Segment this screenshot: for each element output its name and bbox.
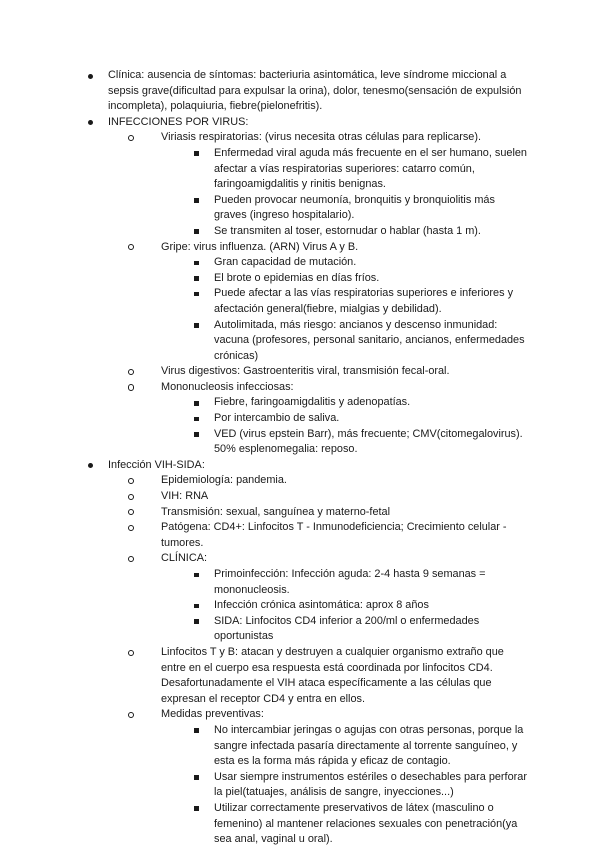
list-item <box>128 520 528 551</box>
list-item-text: Gripe: virus influenza. (ARN) Virus A y B. <box>161 240 359 253</box>
list-item <box>194 146 528 193</box>
list-item <box>128 364 528 380</box>
list-item <box>194 567 528 598</box>
list-item <box>128 551 528 645</box>
list-item <box>128 505 528 521</box>
list-item-text: Fiebre, faringoamigdalitis y adenopatías. <box>214 396 411 409</box>
list-item <box>194 411 528 427</box>
list-item-text: SIDA: Linfocitos CD4 inferior a 200/ml o enfermedades oportunistas <box>214 614 480 643</box>
list-item-text: No intercambiar jeringas o agujas con otras personas, porque la sangre infectada pasaría directamente al torrente sanguíneo, y esta es la forma más rápida y eficaz de contagio. <box>214 723 524 768</box>
list-item <box>128 380 528 458</box>
list-item <box>194 723 528 770</box>
list-item <box>128 707 528 847</box>
list-item <box>128 489 528 505</box>
sub-list <box>161 723 528 848</box>
list-item <box>88 68 528 115</box>
list-item <box>194 598 528 614</box>
list-item-text: Infección VIH-SIDA: <box>108 458 205 471</box>
sub-list <box>161 567 528 645</box>
list-item-text: Mononucleosis infecciosas: <box>161 380 294 393</box>
list-item-text: Patógena: CD4+: Linfocitos T - Inmunodeficiencia; Crecimiento celular - tumores. <box>161 521 507 549</box>
list-item-text: Autolimitada, más riesgo: ancianos y descenso inmunidad: vacuna (profesores, personal sanitario, ancianos, enfermedades crónicas) <box>214 318 525 362</box>
list-item <box>194 614 528 645</box>
list-item <box>194 286 528 317</box>
list-item <box>194 318 528 365</box>
list-item-text: Utilizar correctamente preservativos de látex (masculino o femenino) al mantener relaciones sexuales con penetración(ya sea anal, vaginal u oral). <box>214 801 518 846</box>
sub-list <box>108 473 528 847</box>
list-item-text: Transmisión: sexual, sanguínea y materno-fetal <box>161 505 391 518</box>
bullet-list <box>88 68 528 848</box>
list-item-text: Infección crónica asintomática: aprox 8 años <box>214 599 429 612</box>
list-item-text: Epidemiología: pandemia. <box>161 474 287 487</box>
list-item <box>88 458 528 848</box>
list-item-text: Linfocitos T y B: atacan y destruyen a cualquier organismo extraño que entre en el cuerpo esa respuesta está coordinada por linfocitos CD4. Desafortunadamente el VIH ataca específicamente a las células que expresan el receptor CD4 y entra en ellos. <box>161 645 504 705</box>
list-item <box>194 427 528 458</box>
sub-list <box>161 255 528 364</box>
list-item-text: VED (virus epstein Barr), más frecuente; CMV(citomegalovirus). 50% esplenomegalia: reposo. <box>214 427 523 456</box>
list-item <box>88 115 528 458</box>
document-body <box>88 68 528 848</box>
list-item <box>128 130 528 239</box>
list-item-text: Se transmiten al toser, estornudar o hablar (hasta 1 m). <box>214 224 481 237</box>
list-item-text: El brote o epidemias en días fríos. <box>214 271 380 284</box>
list-item-text: VIH: RNA <box>161 490 209 503</box>
list-item-text: INFECCIONES POR VIRUS: <box>108 115 249 128</box>
list-item <box>194 801 528 848</box>
list-item <box>128 240 528 365</box>
list-item-text: Virus digestivos: Gastroenteritis viral, transmisión fecal-oral. <box>161 365 450 378</box>
list-item-text: Por intercambio de saliva. <box>214 412 340 425</box>
list-item <box>194 395 528 411</box>
list-item <box>128 645 528 707</box>
list-item-text: Medidas preventivas: <box>161 708 264 721</box>
list-item-text: Usar siempre instrumentos estériles o desechables para perforar la piel(tatuajes, análisis de sangre, inyecciones...) <box>214 770 527 799</box>
list-item-text: Enfermedad viral aguda más frecuente en el ser humano, suelen afectar a vías respiratorias superiores: catarro común, faringoamigdalitis y rinitis benignas. <box>214 146 527 191</box>
list-item <box>194 271 528 287</box>
list-item <box>194 255 528 271</box>
list-item-text: Viriasis respiratorias: (virus necesita otras células para replicarse). <box>161 131 481 144</box>
list-item <box>128 473 528 489</box>
sub-list <box>108 130 528 457</box>
list-item <box>194 193 528 224</box>
list-item <box>194 224 528 240</box>
sub-list <box>161 146 528 240</box>
list-item-text: Gran capacidad de mutación. <box>214 256 357 269</box>
list-item-text: Puede afectar a las vías respiratorias superiores e inferiores y afectación general(fiebre, mialgias y debilidad). <box>214 287 514 315</box>
list-item-text: Pueden provocar neumonía, bronquitis y bronquiolitis más graves (ingreso hospitalario). <box>214 193 495 222</box>
list-item-text: CLÍNICA: <box>161 552 207 565</box>
list-item-text: Clínica: ausencia de síntomas: bacteriuria asintomática, leve síndrome miccional a sepsis grave(dificultad para expulsar la orina), dolor, tenesmo(sensación de expulsión incompleta), polaquiuria, fiebre(pielonefritis). <box>108 69 522 113</box>
list-item <box>194 770 528 801</box>
list-item-text: Primoinfección: Infección aguda: 2-4 hasta 9 semanas = mononucleosis. <box>214 568 486 596</box>
sub-list <box>161 395 528 457</box>
